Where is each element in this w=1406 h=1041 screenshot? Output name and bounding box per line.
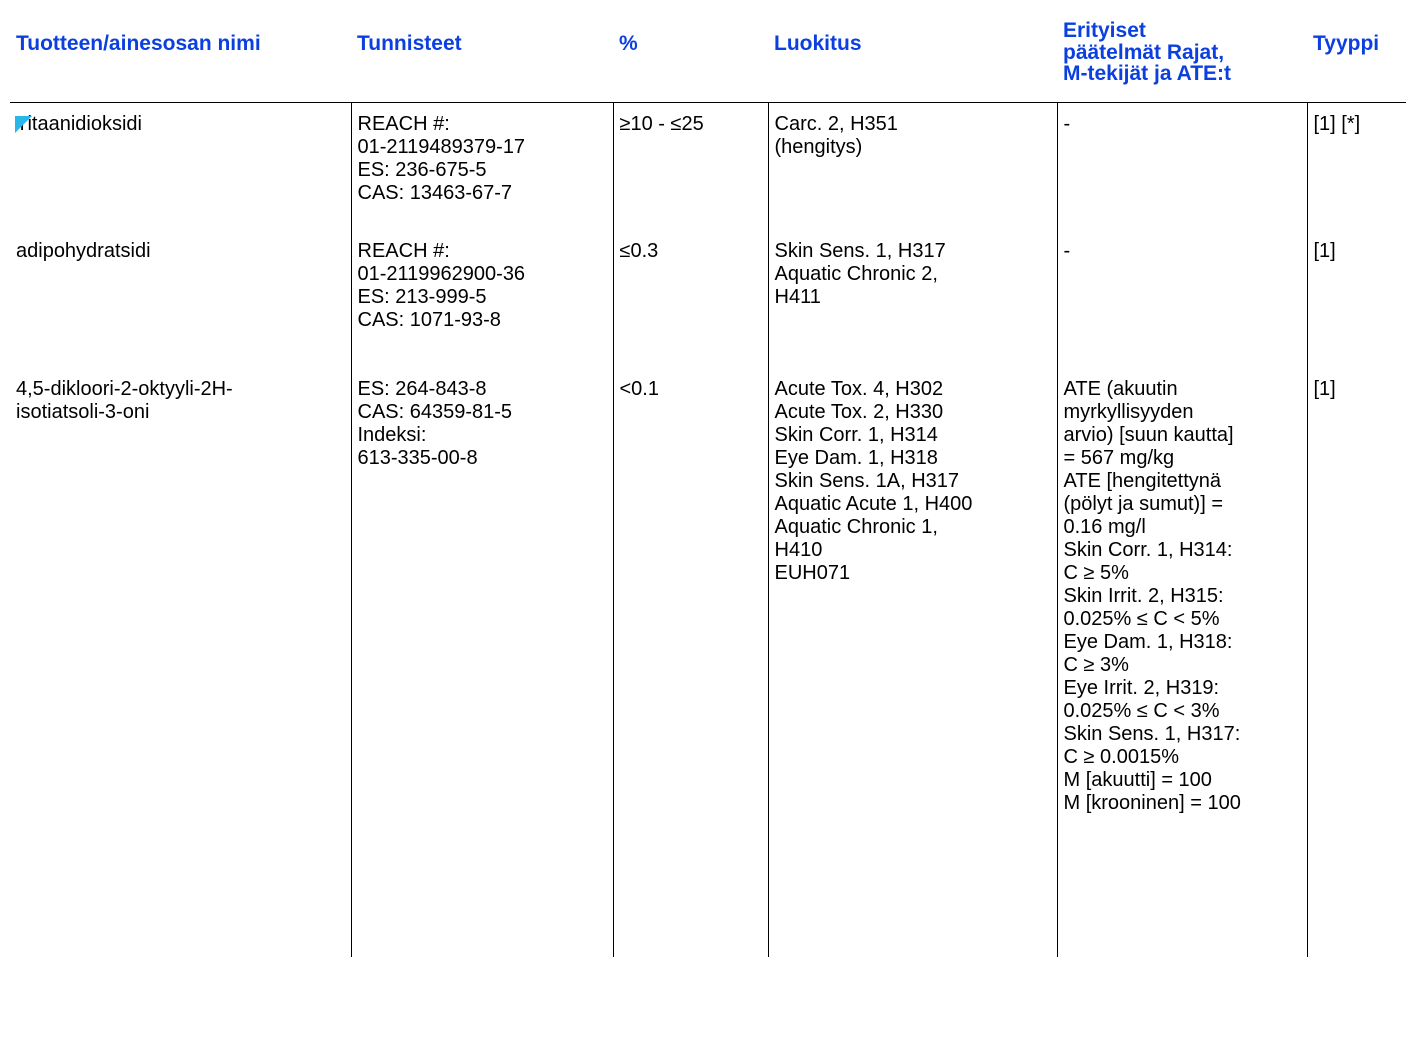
header-limits-line: Erityiset: [1063, 19, 1146, 42]
limits-line: 0.16 mg/l: [1063, 516, 1146, 538]
product-name: Titaanidioksidi: [16, 112, 142, 135]
classification-line: Skin Sens. 1A, H317: [774, 470, 960, 492]
classification-line: H411: [774, 286, 821, 308]
identifier-line: REACH #:: [357, 112, 450, 135]
classification-line: Eye Dam. 1, H318: [774, 447, 938, 469]
cell-identifiers: [351, 368, 613, 957]
limits-line: 0.025% ≤ C < 3%: [1063, 700, 1220, 722]
limits-line: C ≥ 0.0015%: [1063, 746, 1179, 768]
identifier-line: REACH #:: [357, 240, 450, 262]
identifier-line: CAS: 13463-67-7: [357, 181, 513, 204]
table-row: [10, 230, 1406, 368]
identifier-line: 01-2119489379-17: [357, 135, 526, 158]
classification-line: Carc. 2, H351: [774, 112, 898, 135]
limits-line: (pölyt ja sumut)] =: [1063, 493, 1224, 515]
limits-line: -: [1063, 112, 1071, 135]
product-name: isotiatsoli-3-oni: [16, 401, 150, 423]
identifier-line: 613-335-00-8: [357, 447, 478, 469]
header-identifiers: Tunnisteet: [351, 14, 613, 102]
classification-line: (hengitys): [774, 135, 863, 158]
classification-line: Aquatic Chronic 2,: [774, 263, 938, 285]
limits-line: ATE (akuutin: [1063, 378, 1178, 400]
identifier-line: ES: 264-843-8: [357, 378, 487, 400]
product-name: 4,5-dikloori-2-oktyyli-2H-: [16, 378, 233, 400]
limits-line: Skin Irrit. 2, H315:: [1063, 585, 1224, 607]
limits-line: M [akuutti] = 100: [1063, 769, 1212, 791]
identifier-line: ES: 213-999-5: [357, 286, 487, 308]
cell-percent: <0.1: [613, 368, 768, 957]
cell-percent: ≥10 - ≤25: [613, 102, 768, 230]
composition-table: [10, 14, 1406, 957]
classification-line: EUH071: [774, 562, 851, 584]
classification-line: Skin Corr. 1, H314: [774, 424, 938, 446]
comment-marker-icon[interactable]: [15, 116, 32, 133]
product-name: adipohydratsidi: [16, 240, 151, 262]
cell-type: [1] [*]: [1307, 102, 1406, 230]
cell-classification: [768, 368, 1057, 957]
identifier-line: CAS: 1071-93-8: [357, 309, 501, 331]
header-limits-line: päätelmät Rajat,: [1063, 40, 1225, 64]
limits-line: Eye Irrit. 2, H319:: [1063, 677, 1220, 699]
header-type: Tyyppi: [1307, 14, 1406, 102]
header-classification: Luokitus: [768, 14, 1057, 102]
cell-limits: [1057, 230, 1307, 368]
header-limits: [1057, 14, 1307, 102]
classification-line: H410: [774, 539, 823, 561]
cell-percent: ≤0.3: [613, 230, 768, 368]
cell-identifiers: [351, 230, 613, 368]
limits-line: 0.025% ≤ C < 5%: [1063, 608, 1220, 630]
identifier-line: ES: 236-675-5: [357, 158, 487, 181]
cell-limits: [1057, 102, 1307, 230]
identifier-line: 01-2119962900-36: [357, 263, 526, 285]
limits-line: myrkyllisyyden: [1063, 401, 1194, 423]
cell-type: [1]: [1307, 230, 1406, 368]
identifier-line: Indeksi:: [357, 424, 427, 446]
limits-line: Skin Corr. 1, H314:: [1063, 539, 1233, 561]
limits-line: = 567 mg/kg: [1063, 447, 1175, 469]
cell-product-name: [10, 368, 351, 957]
header-percent: %: [613, 14, 768, 102]
classification-line: Skin Sens. 1, H317: [774, 240, 946, 262]
cell-classification: [768, 230, 1057, 368]
classification-line: Aquatic Acute 1, H400: [774, 493, 973, 515]
limits-line: -: [1063, 240, 1071, 262]
limits-line: ATE [hengitettynä: [1063, 470, 1221, 492]
limits-line: C ≥ 5%: [1063, 562, 1129, 584]
limits-line: Skin Sens. 1, H317:: [1063, 723, 1241, 745]
cell-product-name: [10, 230, 351, 368]
classification-line: Acute Tox. 4, H302: [774, 378, 944, 400]
limits-line: Eye Dam. 1, H318:: [1063, 631, 1233, 653]
classification-line: Acute Tox. 2, H330: [774, 401, 944, 423]
table-header-row: [10, 14, 1406, 102]
identifier-line: CAS: 64359-81-5: [357, 401, 513, 423]
table-row: [10, 368, 1406, 957]
table-row: [10, 102, 1406, 230]
cell-product-name: [10, 102, 351, 230]
cell-classification: [768, 102, 1057, 230]
limits-line: C ≥ 3%: [1063, 654, 1129, 676]
header-product-name: Tuotteen/ainesosan nimi: [10, 14, 351, 102]
header-limits-line: M-tekijät ja ATE:t: [1063, 62, 1232, 85]
cell-identifiers: [351, 102, 613, 230]
classification-line: Aquatic Chronic 1,: [774, 516, 938, 538]
cell-type: [1]: [1307, 368, 1406, 957]
limits-line: arvio) [suun kautta]: [1063, 424, 1234, 446]
cell-limits: [1057, 368, 1307, 957]
limits-line: M [krooninen] = 100: [1063, 792, 1241, 814]
